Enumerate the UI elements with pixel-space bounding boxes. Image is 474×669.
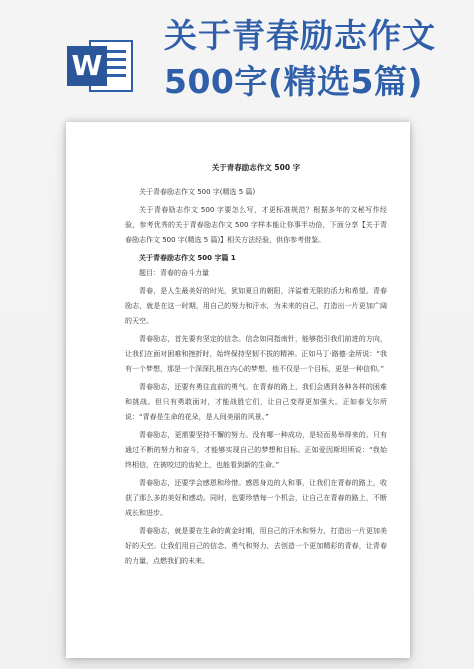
- body-paragraph: 青春励志，还要有勇往直前的勇气。在青春的路上，我们会遇到各种各样的困难和挑战。但只有勇敢面对，才能战胜它们，让自己变得更加强大。正如泰戈尔所说：“青春是生命的花朵，是人间美丽的风景。”: [125, 383, 387, 421]
- intro-paragraph: 关于青春励志作文 500 字(精选 5 篇): [139, 188, 256, 196]
- body-paragraph: 青春励志，还要学会感恩和珍惜。感恩身边的人和事，让我们在青春的路上，收获了那么多的美好和感动。同时，也要珍惜每一个机会，让自己在青春的路上，不断成长和进步。: [125, 479, 387, 517]
- document-body: [125, 160, 387, 572]
- section-heading: 关于青春励志作文 500 字篇 1: [139, 254, 236, 262]
- page-title-line1: 关于青春励志作文: [164, 16, 436, 55]
- header-banner: [0, 0, 474, 110]
- body-paragraph: 青春励志，首先要有坚定的信念。信念如同指南针，能够指引我们前进的方向，让我们在面对困难和挫折时，始终保持坚韧不拔的精神。正如马丁·路德·金所说：“我有一个梦想，那是一个深深扎根在内心的梦想，他不仅是一个目标，更是一种信仰。”: [125, 335, 387, 373]
- word-icon-letter: W: [67, 46, 107, 86]
- intro-paragraph: 关于青春励志作文 500 字要怎么写，才更标准规范？根据多年的文秘写作经验，参考优秀的关于青春励志作文 500 字样本能让你事半功倍，下面分享【关于青春励志作文 500 字(精选 5 篇)】相关方法经验，供你参考借鉴。: [125, 206, 387, 244]
- body-paragraph: 青春励志，就是要在生命的黄金时期，用自己的汗水和努力，打造出一片更加美好的天空。让我们用自己的信念、勇气和努力，去创造一个更加精彩的青春，让青春的力量，点燃我们的未来。: [125, 527, 387, 565]
- page-title-line2: 500字(精选5篇): [164, 62, 424, 101]
- topic-line: 题目：青春的奋斗力量: [139, 269, 209, 277]
- word-icon: [67, 40, 135, 92]
- document-title: 关于青春励志作文 500 字: [211, 163, 301, 172]
- body-paragraph: 青春励志，更需要坚持不懈的努力。没有哪一种成功，是轻而易举得来的。只有通过不断的努力和奋斗，才能够实现自己的梦想和目标。正如爱因斯坦所说：“我始终相信，在被咬过的齿轮上，也能看到新的生命。”: [125, 431, 387, 469]
- body-paragraph: 青春，是人生最美好的时光，犹如夏日的朝阳，洋溢着无限的活力和希望。青春励志，就是在这一时期，用自己的努力和汗水，为未来的自己，打造出一片更加广阔的天空。: [125, 287, 387, 325]
- document-page: [66, 122, 410, 658]
